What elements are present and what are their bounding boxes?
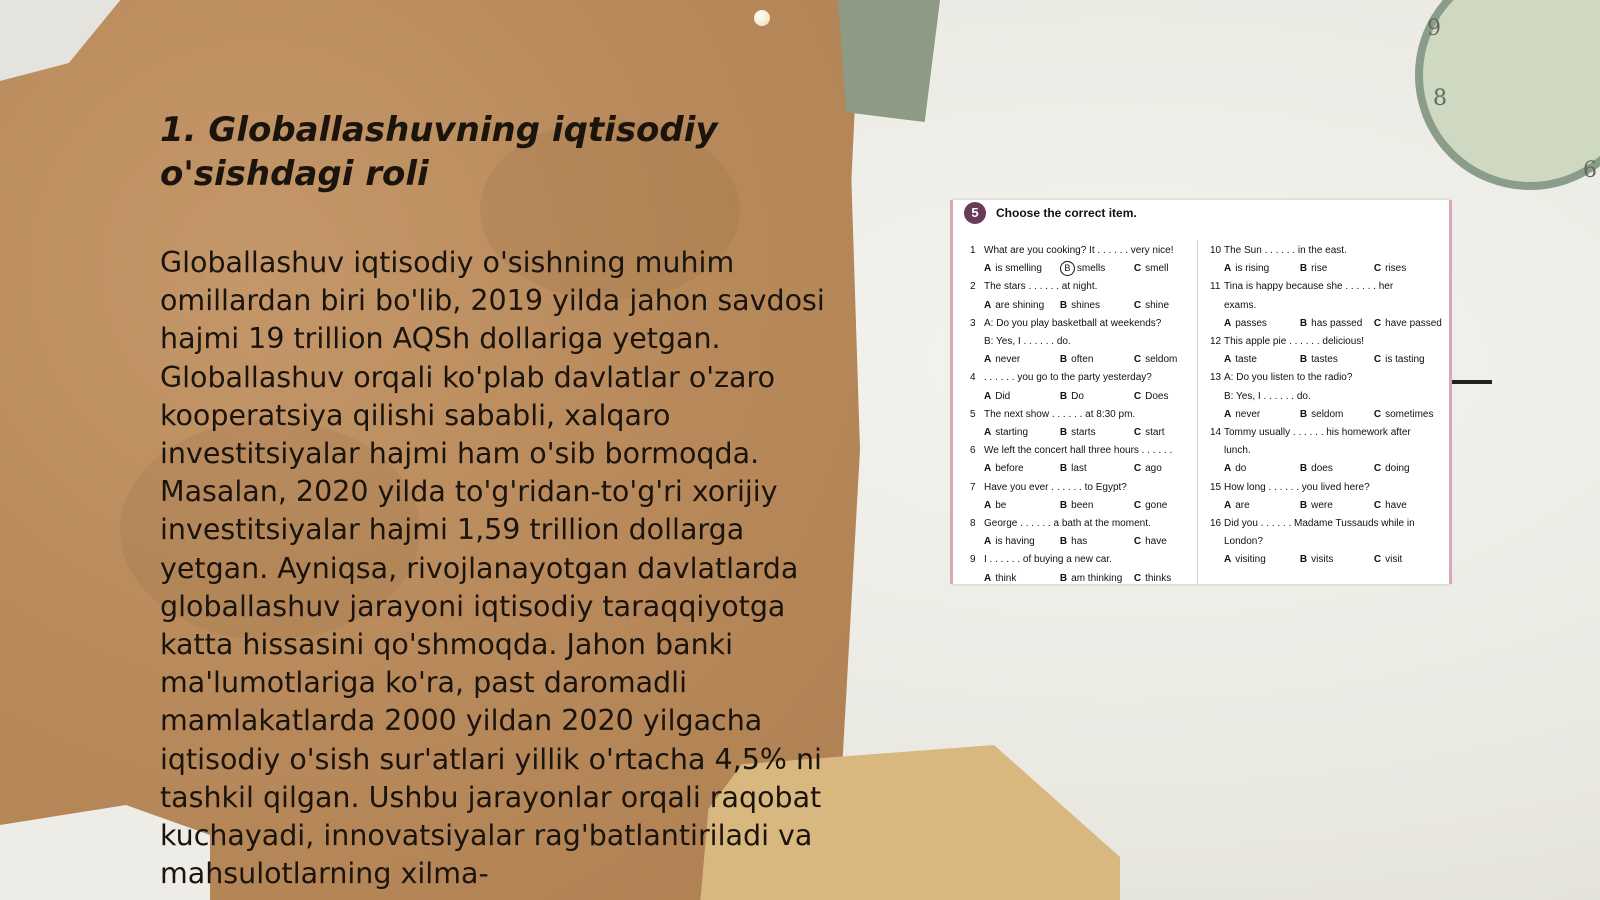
option-text: start bbox=[1145, 427, 1165, 439]
option-text: do bbox=[1235, 463, 1247, 475]
option-letter: C bbox=[1373, 263, 1382, 275]
questions-column-right bbox=[1210, 242, 1442, 570]
clock-numeral: 8 bbox=[1433, 86, 1447, 111]
option-text: starts bbox=[1071, 427, 1096, 439]
answer-options bbox=[1210, 406, 1442, 424]
option-letter: C bbox=[1373, 408, 1382, 420]
question-text: A: Do you play basketball at weekends? bbox=[984, 317, 1162, 329]
questions-column-left bbox=[970, 242, 1202, 588]
option-text: often bbox=[1071, 354, 1094, 366]
question-line bbox=[1210, 278, 1442, 296]
question-number: 2 bbox=[970, 281, 976, 293]
option-text: thinks bbox=[1145, 572, 1172, 584]
option-text: tastes bbox=[1311, 354, 1338, 366]
question-text: I . . . . . . of buying a new car. bbox=[984, 554, 1112, 566]
option-letter: C bbox=[1133, 572, 1142, 584]
option-letter: C bbox=[1133, 299, 1142, 311]
question-item bbox=[1210, 278, 1442, 333]
answer-option bbox=[1060, 351, 1134, 369]
option-text: shine bbox=[1145, 299, 1170, 311]
option-letter: C bbox=[1373, 554, 1382, 566]
option-letter: B bbox=[1299, 408, 1308, 420]
answer-option bbox=[1060, 497, 1134, 515]
answer-option bbox=[1134, 570, 1202, 588]
option-text: think bbox=[995, 572, 1017, 584]
question-number: 9 bbox=[970, 554, 976, 566]
question-item bbox=[970, 369, 1202, 405]
option-text: rise bbox=[1311, 263, 1328, 275]
answer-options bbox=[1210, 460, 1442, 478]
answer-option bbox=[1300, 260, 1374, 278]
question-line bbox=[1210, 369, 1442, 387]
answer-option bbox=[1134, 260, 1202, 278]
answer-option bbox=[984, 460, 1060, 478]
question-line bbox=[1210, 424, 1442, 442]
clock-numeral: 6 bbox=[1583, 158, 1597, 183]
option-letter: B bbox=[1059, 354, 1068, 366]
question-number: 8 bbox=[970, 518, 976, 530]
option-text: have passed bbox=[1385, 317, 1442, 329]
option-letter: C bbox=[1133, 499, 1142, 511]
question-number: 12 bbox=[1210, 336, 1222, 348]
option-letter: C bbox=[1373, 499, 1382, 511]
answer-options bbox=[970, 388, 1202, 406]
question-line bbox=[1210, 479, 1442, 497]
answer-option bbox=[1224, 351, 1300, 369]
worksheet-border bbox=[1449, 200, 1452, 584]
answer-option bbox=[1300, 351, 1374, 369]
question-text: Tommy usually . . . . . . his homework after bbox=[1224, 427, 1411, 439]
question-text: B: Yes, I . . . . . . do. bbox=[984, 336, 1071, 348]
question-item bbox=[970, 479, 1202, 515]
option-text: seldom bbox=[1311, 408, 1344, 420]
option-letter: B bbox=[1059, 572, 1068, 584]
option-letter: A bbox=[1224, 499, 1232, 511]
question-text: How long . . . . . . you lived here? bbox=[1224, 481, 1370, 493]
answer-options bbox=[1210, 260, 1442, 278]
question-item bbox=[970, 442, 1202, 478]
question-line bbox=[970, 242, 1202, 260]
option-text: ago bbox=[1145, 463, 1162, 475]
answer-option bbox=[1134, 424, 1202, 442]
option-letter: B bbox=[1059, 536, 1068, 548]
answer-option bbox=[1134, 388, 1202, 406]
question-number: 13 bbox=[1210, 372, 1222, 384]
question-number: 4 bbox=[970, 372, 976, 384]
answer-option bbox=[1060, 424, 1134, 442]
option-letter: A bbox=[984, 354, 992, 366]
question-text: The Sun . . . . . . in the east. bbox=[1224, 245, 1347, 256]
option-text: is rising bbox=[1235, 263, 1270, 275]
option-text: smell bbox=[1145, 263, 1169, 275]
option-text: shines bbox=[1071, 299, 1101, 311]
clock-decoration bbox=[1415, 0, 1600, 190]
answer-option bbox=[1134, 297, 1202, 315]
question-item bbox=[970, 515, 1202, 551]
answer-options bbox=[970, 260, 1202, 278]
arrow-icon bbox=[1450, 380, 1492, 384]
answer-option bbox=[1300, 406, 1374, 424]
option-letter: C bbox=[1373, 463, 1382, 475]
option-text: am thinking bbox=[1071, 572, 1123, 584]
answer-options bbox=[970, 297, 1202, 315]
question-item bbox=[1210, 369, 1442, 424]
answer-option bbox=[984, 297, 1060, 315]
answer-option bbox=[984, 388, 1060, 406]
question-line bbox=[970, 315, 1202, 333]
option-text: starting bbox=[995, 427, 1029, 439]
question-number: 16 bbox=[1210, 518, 1222, 530]
option-letter: A bbox=[1224, 463, 1232, 475]
answer-options bbox=[970, 351, 1202, 369]
option-letter: B bbox=[1299, 554, 1308, 566]
question-text: Did you . . . . . . Madame Tussauds while in bbox=[1224, 518, 1415, 530]
question-item bbox=[970, 278, 1202, 314]
question-number: 15 bbox=[1210, 481, 1222, 493]
answer-options bbox=[970, 570, 1202, 588]
answer-option bbox=[984, 424, 1060, 442]
answer-option bbox=[1374, 497, 1442, 515]
push-pin-icon bbox=[754, 10, 770, 26]
answer-option bbox=[1374, 460, 1442, 478]
question-line bbox=[1210, 242, 1442, 260]
option-text: are shining bbox=[995, 299, 1045, 311]
option-text: has bbox=[1071, 536, 1088, 548]
question-item bbox=[1210, 479, 1442, 515]
option-text: passes bbox=[1235, 317, 1267, 329]
question-text: . . . . . . you go to the party yesterday? bbox=[984, 372, 1152, 384]
option-text: were bbox=[1311, 499, 1333, 511]
option-letter: C bbox=[1373, 354, 1382, 366]
answer-option bbox=[1224, 460, 1300, 478]
option-letter: A bbox=[1224, 554, 1232, 566]
answer-option bbox=[1134, 460, 1202, 478]
option-letter: A bbox=[984, 463, 992, 475]
exercise-number-badge: 5 bbox=[964, 202, 986, 224]
answer-option bbox=[1060, 460, 1134, 478]
option-letter: A bbox=[984, 427, 992, 439]
exercise-instruction: Choose the correct item. bbox=[996, 206, 1137, 220]
clock-numeral: 9 bbox=[1427, 16, 1441, 41]
question-number: 7 bbox=[970, 481, 976, 493]
slide-title: 1. Globallashuvning iqtisodiy o'sishdagi roli bbox=[160, 110, 718, 194]
option-letter: A bbox=[1224, 408, 1232, 420]
question-text: London? bbox=[1224, 536, 1263, 548]
worksheet-image bbox=[952, 200, 1450, 584]
question-item bbox=[970, 315, 1202, 370]
answer-option bbox=[1224, 315, 1300, 333]
answer-option bbox=[984, 570, 1060, 588]
option-text: Does bbox=[1145, 390, 1169, 402]
question-item bbox=[1210, 333, 1442, 369]
option-letter: B bbox=[1059, 390, 1068, 402]
option-text: Do bbox=[1071, 390, 1084, 402]
question-text: Tina is happy because she . . . . . . her bbox=[1224, 281, 1394, 293]
answer-option bbox=[1300, 551, 1374, 569]
option-letter: A bbox=[1224, 317, 1232, 329]
question-line bbox=[970, 278, 1202, 296]
answer-options bbox=[1210, 351, 1442, 369]
question-item bbox=[970, 551, 1202, 587]
question-line bbox=[970, 369, 1202, 387]
answer-options bbox=[1210, 551, 1442, 569]
option-text: seldom bbox=[1145, 354, 1178, 366]
question-text: The next show . . . . . . at 8:30 pm. bbox=[984, 408, 1136, 420]
option-letter: B bbox=[1299, 463, 1308, 475]
question-text: George . . . . . . a bath at the moment. bbox=[984, 518, 1151, 530]
option-letter: B bbox=[1059, 499, 1068, 511]
question-text: exams. bbox=[1224, 299, 1257, 311]
question-number: 11 bbox=[1210, 281, 1221, 293]
option-letter: B bbox=[1059, 299, 1068, 311]
option-letter: A bbox=[1224, 263, 1232, 275]
question-item bbox=[1210, 515, 1442, 570]
option-text: is having bbox=[995, 536, 1035, 548]
answer-option bbox=[1300, 315, 1374, 333]
worksheet-border bbox=[950, 200, 953, 584]
question-line bbox=[1210, 515, 1442, 533]
option-letter: C bbox=[1373, 317, 1382, 329]
option-letter: C bbox=[1133, 263, 1142, 275]
option-text: be bbox=[995, 499, 1007, 511]
question-line bbox=[970, 406, 1202, 424]
answer-option bbox=[1374, 315, 1442, 333]
question-line bbox=[970, 515, 1202, 533]
circled-answer-letter: B bbox=[1060, 261, 1075, 276]
answer-option bbox=[1374, 551, 1442, 569]
question-number: 5 bbox=[970, 408, 976, 420]
question-number: 1 bbox=[970, 245, 976, 256]
answer-option bbox=[1374, 351, 1442, 369]
question-number: 10 bbox=[1210, 245, 1222, 256]
question-text: Have you ever . . . . . . to Egypt? bbox=[984, 481, 1127, 493]
answer-option bbox=[1060, 570, 1134, 588]
question-item bbox=[1210, 242, 1442, 278]
question-line bbox=[1210, 333, 1442, 351]
answer-options bbox=[970, 460, 1202, 478]
option-text: rises bbox=[1385, 263, 1407, 275]
answer-option bbox=[1134, 351, 1202, 369]
answer-options bbox=[970, 497, 1202, 515]
option-text: taste bbox=[1235, 354, 1257, 366]
answer-option bbox=[1300, 497, 1374, 515]
answer-option bbox=[1224, 260, 1300, 278]
answer-options bbox=[1210, 497, 1442, 515]
option-letter: B bbox=[1059, 463, 1068, 475]
answer-option bbox=[1134, 497, 1202, 515]
option-letter: B bbox=[1299, 499, 1308, 511]
option-text: sometimes bbox=[1385, 408, 1434, 420]
option-text: visit bbox=[1385, 554, 1403, 566]
option-text: smells bbox=[1076, 263, 1106, 275]
answer-option bbox=[1134, 533, 1202, 551]
answer-options bbox=[970, 533, 1202, 551]
option-text: is smelling bbox=[995, 263, 1042, 275]
option-text: does bbox=[1311, 463, 1333, 475]
option-letter: A bbox=[984, 499, 992, 511]
option-letter: C bbox=[1133, 536, 1142, 548]
option-letter: A bbox=[984, 299, 992, 311]
green-tape bbox=[838, 0, 940, 122]
question-item bbox=[970, 242, 1202, 278]
option-text: Did bbox=[995, 390, 1011, 402]
answer-option bbox=[1300, 460, 1374, 478]
option-letter: C bbox=[1133, 463, 1142, 475]
question-line bbox=[970, 479, 1202, 497]
answer-options bbox=[970, 424, 1202, 442]
answer-option bbox=[984, 351, 1060, 369]
option-letter: A bbox=[1224, 354, 1232, 366]
answer-option bbox=[1060, 533, 1134, 551]
question-text: What are you cooking? It . . . . . . very nice! bbox=[984, 245, 1174, 256]
answer-option bbox=[1224, 497, 1300, 515]
answer-option bbox=[984, 497, 1060, 515]
option-text: visiting bbox=[1235, 554, 1266, 566]
answer-option bbox=[1224, 551, 1300, 569]
option-letter: B bbox=[1059, 427, 1068, 439]
option-letter: C bbox=[1133, 354, 1142, 366]
answer-option bbox=[1374, 406, 1442, 424]
question-text: This apple pie . . . . . . delicious! bbox=[1224, 336, 1365, 348]
option-letter: B bbox=[1299, 317, 1308, 329]
option-text: doing bbox=[1385, 463, 1410, 475]
option-text: has passed bbox=[1311, 317, 1363, 329]
answer-option bbox=[984, 260, 1060, 278]
option-text: is tasting bbox=[1385, 354, 1425, 366]
option-letter: A bbox=[984, 390, 992, 402]
option-text: gone bbox=[1145, 499, 1168, 511]
question-text: lunch. bbox=[1224, 445, 1251, 457]
option-letter: A bbox=[984, 536, 992, 548]
answer-option bbox=[1224, 406, 1300, 424]
option-text: never bbox=[1235, 408, 1261, 420]
option-text: been bbox=[1071, 499, 1094, 511]
option-text: visits bbox=[1311, 554, 1334, 566]
question-number: 14 bbox=[1210, 427, 1222, 439]
answer-options bbox=[1210, 315, 1442, 333]
question-line bbox=[970, 442, 1202, 460]
option-letter: B bbox=[1299, 354, 1308, 366]
slide-body-text: Globallashuv iqtisodiy o'sishning muhim omillardan biri bo'lib, 2019 yilda jahon savdosi hajmi 19 trillion AQSh dollariga yetgan. Globallashuv orqali ko'plab davlatlar o'zaro kooperatsiya qilishi sababli, xalqaro investitsiyalar hajmi ham o'sib bormoqda. Masalan, 2020 yilda to'g'ridan-to'g'ri xorijiy investitsiyalar hajmi 1,59 trillion dollarga yetgan. Ayniqsa, rivojlanayotgan davlatlarda globallashuv jarayoni iqtisodiy taraqqiyotga katta hissasini qo'shmoqda. Jahon banki ma'lumotlariga ko'ra, past daromadli mamlakatlarda 2000 yildan 2020 yilgacha iqtisodiy o'sish sur'atlari yillik o'rtacha 4,5% ni tashkil qilgan. Ushbu jarayonlar orqali raqobat kuchayadi, innovatsiyalar rag'batlantiriladi va mahsulotlarning xilma- bbox=[160, 246, 825, 891]
option-text: never bbox=[995, 354, 1021, 366]
answer-option bbox=[1374, 260, 1442, 278]
option-letter: C bbox=[1133, 427, 1142, 439]
option-letter: B bbox=[1299, 263, 1308, 275]
option-letter: A bbox=[984, 572, 992, 584]
answer-option bbox=[1060, 260, 1134, 278]
question-item bbox=[1210, 424, 1442, 479]
option-text: before bbox=[995, 463, 1024, 475]
option-letter: A bbox=[984, 263, 992, 275]
answer-option bbox=[984, 533, 1060, 551]
answer-option bbox=[1060, 297, 1134, 315]
question-number: 6 bbox=[970, 445, 976, 457]
option-letter: C bbox=[1133, 390, 1142, 402]
question-text: The stars . . . . . . at night. bbox=[984, 281, 1098, 293]
option-text: have bbox=[1145, 536, 1167, 548]
question-line bbox=[970, 551, 1202, 569]
question-item bbox=[970, 406, 1202, 442]
question-text: B: Yes, I . . . . . . do. bbox=[1224, 390, 1311, 402]
option-text: have bbox=[1385, 499, 1407, 511]
question-text: A: Do you listen to the radio? bbox=[1224, 372, 1353, 384]
question-number: 3 bbox=[970, 317, 976, 329]
answer-option bbox=[1060, 388, 1134, 406]
option-text: last bbox=[1071, 463, 1087, 475]
question-text: We left the concert hall three hours . . . . . . bbox=[984, 445, 1173, 457]
option-text: are bbox=[1235, 499, 1250, 511]
